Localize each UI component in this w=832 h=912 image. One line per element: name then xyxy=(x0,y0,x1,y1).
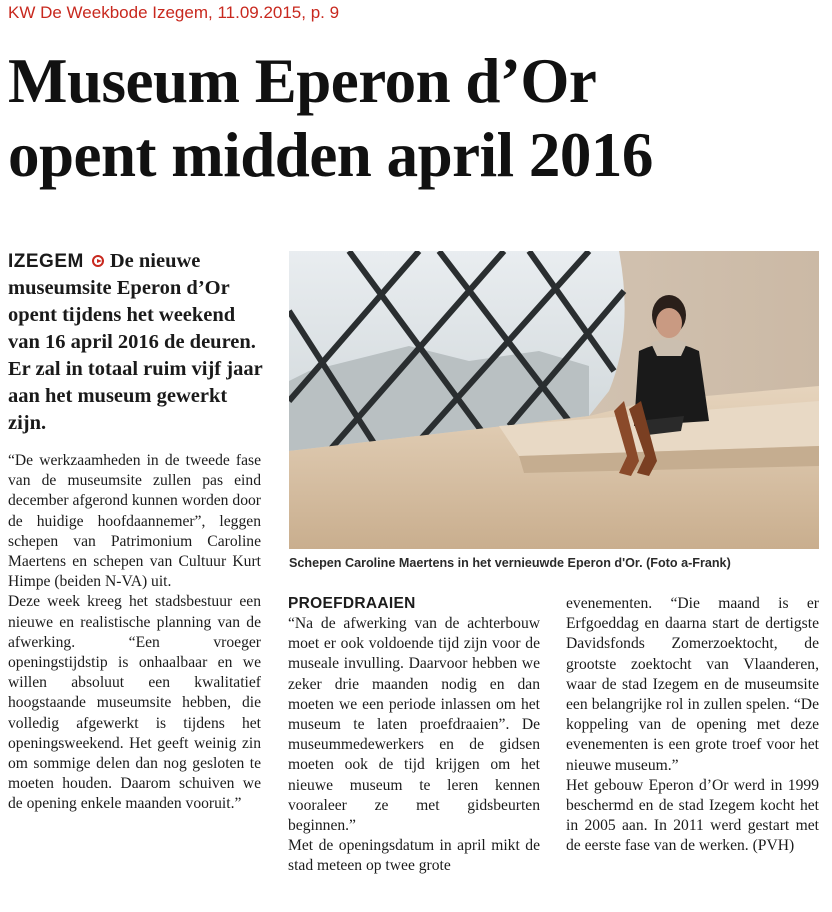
body-paragraph: “De werkzaamheden in de tweede fase van de museumsite zullen pas eind december afgerond kunnen worden door de huidige hoofdaannemer”, leggen schepen van Patrimonium Caroline Maertens en schepen van Cultuur Kurt Himpe (beiden N-VA) uit. xyxy=(8,452,261,591)
body-column-3 xyxy=(566,594,819,857)
headline xyxy=(8,44,828,192)
body-column-2 xyxy=(288,594,540,877)
article-photo xyxy=(289,251,819,549)
body-paragraph: evenementen. “Die maand is er Erfgoeddag en daarna start de dertigste Davidsfonds Zomerzoektocht, de grootste zoektocht van Vlaanderen, waar de stad Izegem en de museumsite een belangrijke rol in zullen spelen. “De koppeling van de opening met deze evenementen is een grote troef voor het nieuwe museum.” xyxy=(566,595,819,774)
lead-paragraph xyxy=(8,248,270,437)
body-paragraph: Met de openingsdatum in april mikt de stad meteen op twee grote xyxy=(288,837,540,875)
source-line: KW De Weekbode Izegem, 11.09.2015, p. 9 xyxy=(8,3,340,22)
body-paragraph: Deze week kreeg het stadsbestuur een nieuwe en realistische planning van de afwerking. “Een vroeger openingstijdstip is onhaalbaar en we willen absoluut een kwalitatief hoogstaande museumsite hebben, die volledig afgewerkt is tijdens het openingsweekend. Het geeft weinig zin om sommige delen dan nog gesloten te moeten houden. Daarom schuiven we de opening enkele maanden vooruit.” xyxy=(8,593,261,813)
body-column-1 xyxy=(8,451,261,815)
dateline-kicker: IZEGEM xyxy=(8,251,84,272)
photo-caption: Schepen Caroline Maertens in het vernieuwde Eperon d'Or. (Foto a-Frank) xyxy=(289,556,731,570)
body-paragraph: Het gebouw Eperon d’Or werd in 1999 beschermd en de stad Izegem kocht het in 2005 aan. In 2011 werd gestart met de eerste fase van de werken. (PVH) xyxy=(566,776,819,855)
headline-line-1: Museum Eperon d’Or xyxy=(8,46,597,116)
lead-text: De nieuwe museumsite Eperon d’Or opent tijdens het weekend van 16 april 2016 de deuren. Er zal in totaal ruim vijf jaar aan het museum gewerkt zijn. xyxy=(8,250,263,434)
body-paragraph: “Na de afwerking van de achterbouw moet er ook voldoende tijd zijn voor de museale invulling. Daarvoor hebben we zeker drie maanden nodig en dan moeten we een periode inlassen om het museum te laten proefdraaien”. De museummedewerkers en de gidsen moeten ook de tijd krijgen om het nieuwe museum te leren kennen vooraleer ze met gidsbeurten beginnen.” xyxy=(288,615,540,835)
play-bullet-icon xyxy=(92,255,104,267)
headline-line-2: opent midden april 2016 xyxy=(8,120,653,190)
section-subhead: PROEFDRAAIEN xyxy=(288,595,416,612)
photo-illustration xyxy=(289,251,819,549)
